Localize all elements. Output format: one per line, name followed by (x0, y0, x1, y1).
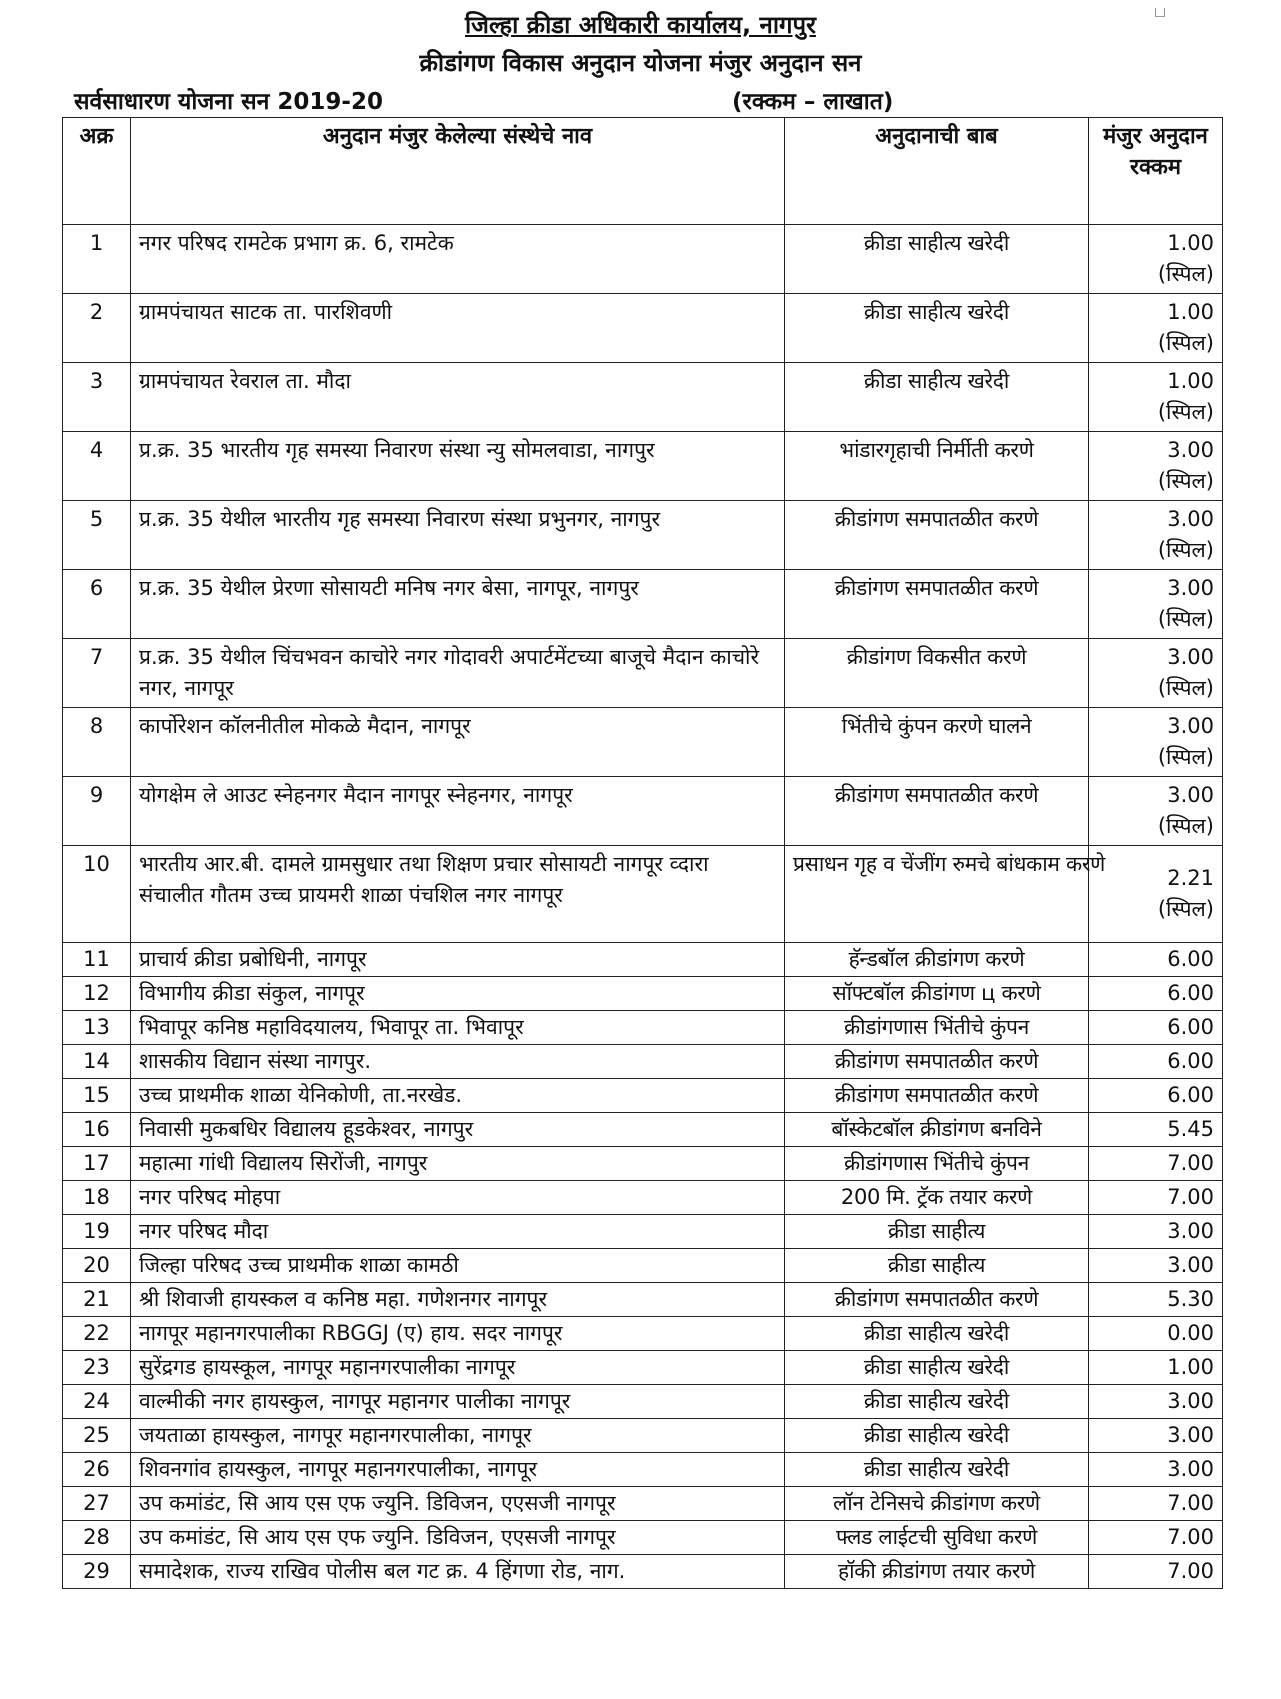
serial-cell: 9 (63, 777, 131, 846)
amount-value: 3.00 (1167, 645, 1214, 669)
table-body (63, 225, 1223, 1589)
amount-value: 7.00 (1167, 1559, 1214, 1583)
serial-cell: 8 (63, 708, 131, 777)
table-row (63, 1011, 1223, 1045)
amount-value: 1.00 (1167, 369, 1214, 393)
serial-cell: 20 (63, 1249, 131, 1283)
amount-cell (1089, 1453, 1223, 1487)
organization-cell: वाल्मीकी नगर हायस्कुल, नागपूर महानगर पालीका नागपूर (131, 1385, 785, 1419)
table-row (63, 1419, 1223, 1453)
organization-cell: योगक्षेम ले आउट स्नेहनगर मैदान नागपूर स्नेहनगर, नागपूर (131, 777, 785, 846)
table-row (63, 1147, 1223, 1181)
amount-cell (1089, 1555, 1223, 1589)
table-row (63, 1453, 1223, 1487)
amount-value: 1.00 (1167, 300, 1214, 324)
spill-note: (स्पिल) (1157, 897, 1214, 921)
amount-value: 3.00 (1167, 438, 1214, 462)
table-row (63, 777, 1223, 846)
spill-note: (स्पिल) (1157, 538, 1214, 562)
serial-cell: 6 (63, 570, 131, 639)
table-row (63, 1317, 1223, 1351)
amount-value: 6.00 (1167, 947, 1214, 971)
organization-cell: शिवनगांव हायस्कुल, नागपूर महानगरपालीका, नागपूर (131, 1453, 785, 1487)
amount-cell (1089, 1385, 1223, 1419)
organization-cell: जिल्हा परिषद उच्च प्राथमीक शाळा कामठी (131, 1249, 785, 1283)
amount-value: 6.00 (1167, 1015, 1214, 1039)
grant-item-cell: क्रीडा साहीत्य खरेदी (785, 363, 1089, 432)
amount-value: 3.00 (1167, 783, 1214, 807)
amount-value: 3.00 (1167, 1423, 1214, 1447)
col-header-organization: अनुदान मंजुर केलेल्या संस्थेचे नाव (131, 118, 785, 225)
amount-value: 3.00 (1167, 1219, 1214, 1243)
amount-value: 5.45 (1167, 1117, 1214, 1141)
grant-item-cell: क्रीडा साहीत्य खरेदी (785, 1351, 1089, 1385)
spill-note: (स्पिल) (1157, 400, 1214, 424)
serial-cell: 2 (63, 294, 131, 363)
amount-value: 6.00 (1167, 1049, 1214, 1073)
organization-cell: कार्पोरेशन कॉलनीतील मोकळे मैदान, नागपूर (131, 708, 785, 777)
table-row (63, 846, 1223, 943)
amount-value: 7.00 (1167, 1151, 1214, 1175)
grant-item-cell: क्रीडा साहीत्य खरेदी (785, 1419, 1089, 1453)
organization-cell: प्र.क्र. 35 येथील चिंचभवन काचोरे नगर गोदावरी अपार्टमेंटच्या बाजूचे मैदान काचोरे नगर, नागपूर (131, 639, 785, 708)
table-row (63, 1181, 1223, 1215)
amount-value: 6.00 (1167, 1083, 1214, 1107)
scheme-label: सर्वसाधारण योजना सन 2019-20 (74, 89, 383, 115)
serial-cell: 21 (63, 1283, 131, 1317)
grant-item-cell: फ्लड लाईटची सुविधा करणे (785, 1521, 1089, 1555)
amount-cell (1089, 1521, 1223, 1555)
grant-item-cell: 200 मि. ट्रॅक तयार करणे (785, 1181, 1089, 1215)
organization-cell: प्राचार्य क्रीडा प्रबोधिनी, नागपूर (131, 943, 785, 977)
col-header-amount: मंजुर अनुदान रक्कम (1089, 118, 1223, 225)
table-row (63, 1351, 1223, 1385)
table-row (63, 943, 1223, 977)
amount-value: 6.00 (1167, 981, 1214, 1005)
table-row (63, 570, 1223, 639)
page-title: जिल्हा क्रीडा अधिकारी कार्यालय, नागपुर (464, 11, 817, 39)
table-row (63, 639, 1223, 708)
amount-value: 3.00 (1167, 1457, 1214, 1481)
amount-cell (1089, 708, 1223, 777)
organization-cell: उच्च प्राथमीक शाळा येनिकोणी, ता.नरखेड. (131, 1079, 785, 1113)
amount-cell (1089, 1181, 1223, 1215)
amount-cell (1089, 225, 1223, 294)
serial-cell: 22 (63, 1317, 131, 1351)
grant-item-cell: क्रीडा साहीत्य खरेदी (785, 1453, 1089, 1487)
amount-cell (1089, 1487, 1223, 1521)
scheme-line (74, 84, 1224, 116)
organization-cell: सुरेंद्रगड हायस्कूल, नागपूर महानगरपालीका नागपूर (131, 1351, 785, 1385)
table-row (63, 1385, 1223, 1419)
amount-cell (1089, 1147, 1223, 1181)
table-header-row (63, 118, 1223, 225)
table-row (63, 977, 1223, 1011)
spill-note: (स्पिल) (1157, 745, 1214, 769)
organization-cell: श्री शिवाजी हायस्कल व कनिष्ठ महा. गणेशनगर नागपूर (131, 1283, 785, 1317)
serial-cell: 5 (63, 501, 131, 570)
serial-cell: 1 (63, 225, 131, 294)
col-header-serial: अक्र (63, 118, 131, 225)
amount-cell (1089, 977, 1223, 1011)
spill-note: (स्पिल) (1157, 676, 1214, 700)
table-row (63, 708, 1223, 777)
amount-cell (1089, 1079, 1223, 1113)
serial-cell: 11 (63, 943, 131, 977)
amount-cell (1089, 1113, 1223, 1147)
spill-note: (स्पिल) (1157, 814, 1214, 838)
organization-cell: ग्रामपंचायत साटक ता. पारशिवणी (131, 294, 785, 363)
amount-cell (1089, 1249, 1223, 1283)
organization-cell: ग्रामपंचायत रेवराल ता. मौदा (131, 363, 785, 432)
grant-item-cell: बॉस्केटबॉल क्रीडांगण बनविने (785, 1113, 1089, 1147)
organization-cell: महात्मा गांधी विद्यालय सिरोंजी, नागपुर (131, 1147, 785, 1181)
table-row (63, 1079, 1223, 1113)
amount-value: 3.00 (1167, 1253, 1214, 1277)
serial-cell: 12 (63, 977, 131, 1011)
amount-cell (1089, 432, 1223, 501)
grant-item-cell: लॉन टेनिसचे क्रीडांगण करणे (785, 1487, 1089, 1521)
serial-cell: 16 (63, 1113, 131, 1147)
serial-cell: 13 (63, 1011, 131, 1045)
organization-cell: भिवापूर कनिष्ठ महाविदयालय, भिवापूर ता. भिवापूर (131, 1011, 785, 1045)
organization-cell: उप कमांडंट, सि आय एस एफ ज्युनि. डिविजन, एएसजी नागपूर (131, 1487, 785, 1521)
serial-cell: 4 (63, 432, 131, 501)
serial-cell: 25 (63, 1419, 131, 1453)
table-row (63, 1283, 1223, 1317)
spill-note: (स्पिल) (1157, 607, 1214, 631)
serial-cell: 18 (63, 1181, 131, 1215)
amount-cell (1089, 777, 1223, 846)
grant-item-cell: क्रीडा साहीत्य (785, 1215, 1089, 1249)
grant-item-cell: क्रीडा साहीत्य खरेदी (785, 294, 1089, 363)
amount-cell (1089, 501, 1223, 570)
amount-cell (1089, 846, 1223, 943)
serial-cell: 10 (63, 846, 131, 943)
organization-cell: नगर परिषद रामटेक प्रभाग क्र. 6, रामटेक (131, 225, 785, 294)
grant-item-cell: क्रीडांगण समपातळीत करणे (785, 501, 1089, 570)
organization-cell: नगर परिषद मोहपा (131, 1181, 785, 1215)
organization-cell: प्र.क्र. 35 येथील भारतीय गृह समस्या निवारण संस्था प्रभुनगर, नागपुर (131, 501, 785, 570)
organization-cell: विभागीय क्रीडा संकुल, नागपूर (131, 977, 785, 1011)
spill-note: (स्पिल) (1157, 469, 1214, 493)
grant-item-cell: क्रीडा साहीत्य (785, 1249, 1089, 1283)
grant-item-cell: क्रीडा साहीत्य खरेदी (785, 1317, 1089, 1351)
table-row (63, 294, 1223, 363)
organization-cell: प्र.क्र. 35 येथील प्रेरणा सोसायटी मनिष नगर बेसा, नागपूर, नागपुर (131, 570, 785, 639)
grant-item-cell: क्रीडांगण समपातळीत करणे (785, 777, 1089, 846)
serial-cell: 17 (63, 1147, 131, 1181)
table-row (63, 225, 1223, 294)
amount-cell (1089, 363, 1223, 432)
amount-cell (1089, 1215, 1223, 1249)
corner-mark (1155, 8, 1165, 17)
organization-cell: नगर परिषद मौदा (131, 1215, 785, 1249)
page-subtitle: क्रीडांगण विकास अनुदान योजना मंजुर अनुदान सन (419, 49, 862, 77)
amount-value: 7.00 (1167, 1525, 1214, 1549)
amount-value: 0.00 (1167, 1321, 1214, 1345)
grant-item-cell: प्रसाधन गृह व चेंजींग रुमचे बांधकाम करणे (785, 846, 1089, 943)
spill-note: (स्पिल) (1157, 331, 1214, 355)
table-row (63, 1215, 1223, 1249)
amount-value: 7.00 (1167, 1185, 1214, 1209)
grant-item-cell: भिंतीचे कुंपन करणे घालने (785, 708, 1089, 777)
amount-cell (1089, 1317, 1223, 1351)
organization-cell: निवासी मुकबधिर विद्यालय हूडकेश्वर, नागपुर (131, 1113, 785, 1147)
amount-cell (1089, 1351, 1223, 1385)
amount-cell (1089, 1283, 1223, 1317)
grant-item-cell: क्रीडांगण समपातळीत करणे (785, 570, 1089, 639)
table-row (63, 363, 1223, 432)
amount-value: 1.00 (1167, 1355, 1214, 1379)
spill-note: (स्पिल) (1157, 262, 1214, 286)
table-row (63, 432, 1223, 501)
table-row (63, 1521, 1223, 1555)
serial-cell: 7 (63, 639, 131, 708)
serial-cell: 26 (63, 1453, 131, 1487)
grant-item-cell: भांडारगृहाची निर्मीती करणे (785, 432, 1089, 501)
grant-item-cell: क्रीडा साहीत्य खरेदी (785, 225, 1089, 294)
serial-cell: 28 (63, 1521, 131, 1555)
serial-cell: 15 (63, 1079, 131, 1113)
organization-cell: जयताळा हायस्कुल, नागपूर महानगरपालीका, नागपूर (131, 1419, 785, 1453)
amount-cell (1089, 1011, 1223, 1045)
amount-cell (1089, 943, 1223, 977)
table-row (63, 1045, 1223, 1079)
grant-item-cell: क्रीडांगण समपातळीत करणे (785, 1283, 1089, 1317)
table-row (63, 1487, 1223, 1521)
amount-value: 1.00 (1167, 231, 1214, 255)
organization-cell: प्र.क्र. 35 भारतीय गृह समस्या निवारण संस्था न्यु सोमलवाडा, नागपुर (131, 432, 785, 501)
serial-cell: 23 (63, 1351, 131, 1385)
amount-value: 3.00 (1167, 714, 1214, 738)
amount-cell (1089, 639, 1223, 708)
amount-value: 3.00 (1167, 1389, 1214, 1413)
serial-cell: 24 (63, 1385, 131, 1419)
serial-cell: 27 (63, 1487, 131, 1521)
grant-item-cell: क्रीडांगण समपातळीत करणे (785, 1079, 1089, 1113)
amount-value: 3.00 (1167, 507, 1214, 531)
serial-cell: 29 (63, 1555, 131, 1589)
serial-cell: 14 (63, 1045, 131, 1079)
organization-cell: भारतीय आर.बी. दामले ग्रामसुधार तथा शिक्षण प्रचार सोसायटी नागपूर व्दारा संचालीत गौतम उच्च प्रायमरी शाळा पंचशिल नगर नागपूर (131, 846, 785, 943)
organization-cell: उप कमांडंट, सि आय एस एफ ज्युनि. डिविजन, एएसजी नागपूर (131, 1521, 785, 1555)
amount-cell (1089, 1419, 1223, 1453)
organization-cell: समादेशक, राज्य राखिव पोलीस बल गट क्र. 4 हिंगणा रोड, नाग. (131, 1555, 785, 1589)
amount-cell (1089, 570, 1223, 639)
table-row (63, 501, 1223, 570)
table-row (63, 1113, 1223, 1147)
amount-value: 2.21 (1167, 866, 1214, 890)
grant-item-cell: क्रीडांगण विकसीत करणे (785, 639, 1089, 708)
amount-cell (1089, 294, 1223, 363)
organization-cell: नागपूर महानगरपालीका RBGGJ (ए) हाय. सदर नागपूर (131, 1317, 785, 1351)
unit-label: (रक्कम – लाखात) (732, 89, 894, 115)
grant-item-cell: क्रीडा साहीत्य खरेदी (785, 1385, 1089, 1419)
organization-cell: शासकीय विद्यान संस्था नागपुर. (131, 1045, 785, 1079)
table-row (63, 1249, 1223, 1283)
col-header-item: अनुदानाची बाब (785, 118, 1089, 225)
amount-cell (1089, 1045, 1223, 1079)
serial-cell: 19 (63, 1215, 131, 1249)
grant-item-cell: हॅन्डबॉल क्रीडांगण करणे (785, 943, 1089, 977)
amount-value: 3.00 (1167, 576, 1214, 600)
grant-item-cell: हॉकी क्रीडांगण तयार करणे (785, 1555, 1089, 1589)
grant-item-cell: क्रीडांगणास भिंतीचे कुंपन (785, 1011, 1089, 1045)
table-row (63, 1555, 1223, 1589)
serial-cell: 3 (63, 363, 131, 432)
grant-item-cell: क्रीडांगण समपातळीत करणे (785, 1045, 1089, 1079)
grant-table (62, 117, 1223, 1589)
grant-item-cell: सॉफ्टबॉल क्रीडांगण ц करणे (785, 977, 1089, 1011)
amount-value: 5.30 (1167, 1287, 1214, 1311)
grant-item-cell: क्रीडांगणास भिंतीचे कुंपन (785, 1147, 1089, 1181)
amount-value: 7.00 (1167, 1491, 1214, 1515)
